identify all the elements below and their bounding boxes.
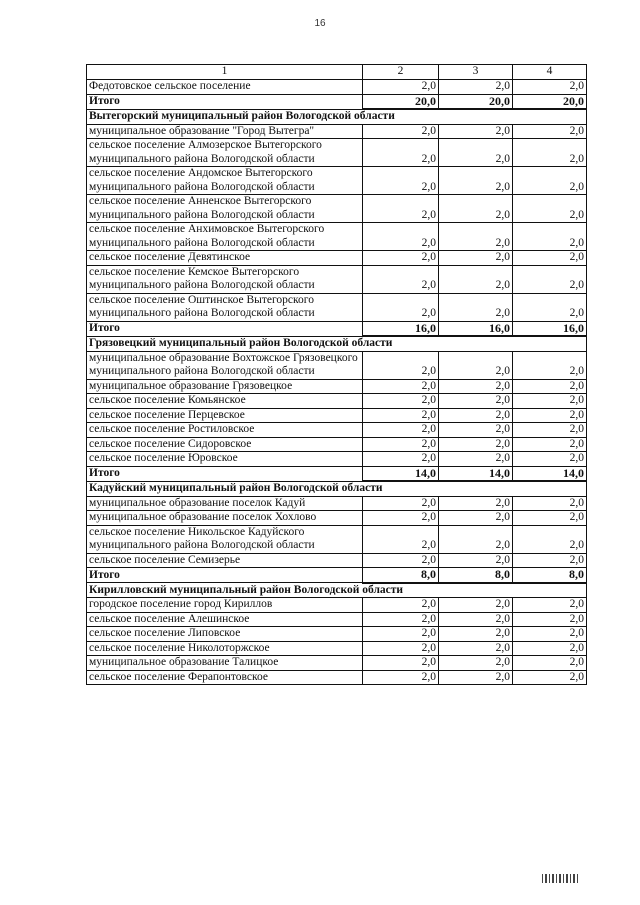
value-col-4: 2,0	[513, 656, 587, 671]
settlement-name: муниципальное образование "Город Вытегра"	[87, 124, 363, 139]
table-row	[87, 656, 587, 671]
value-col-4: 2,0	[513, 195, 587, 223]
value-col-2: 2,0	[363, 167, 439, 195]
value-col-4: 2,0	[513, 351, 587, 379]
value-col-3: 2,0	[439, 423, 513, 438]
total-label: Итого	[87, 321, 363, 336]
value-col-2: 2,0	[363, 139, 439, 167]
value-col-3: 2,0	[439, 167, 513, 195]
table-row	[87, 223, 587, 251]
value-col-2: 2,0	[363, 553, 439, 568]
section-title: Вытегорский муниципальный район Вологодской области	[87, 109, 587, 124]
settlement-name: сельское поселение Андомское Вытегорского муниципального района Вологодской области	[87, 167, 363, 195]
value-col-4: 2,0	[513, 265, 587, 293]
settlement-name: муниципальное образование поселок Хохлово	[87, 511, 363, 526]
value-col-4: 8,0	[513, 568, 587, 583]
value-col-2: 2,0	[363, 124, 439, 139]
settlement-name: муниципальное образование Вохтожское Грязовецкого муниципального района Вологодской области	[87, 351, 363, 379]
table-row	[87, 265, 587, 293]
table-row	[87, 195, 587, 223]
header-cell-3: 3	[439, 65, 513, 80]
value-col-2: 2,0	[363, 408, 439, 423]
value-col-2: 2,0	[363, 656, 439, 671]
value-col-4: 2,0	[513, 452, 587, 467]
value-col-2: 2,0	[363, 265, 439, 293]
table-row	[87, 408, 587, 423]
value-col-4: 2,0	[513, 80, 587, 95]
value-col-2: 2,0	[363, 598, 439, 613]
value-col-2: 2,0	[363, 496, 439, 511]
value-col-3: 2,0	[439, 525, 513, 553]
value-col-3: 2,0	[439, 641, 513, 656]
section-title: Кирилловский муниципальный район Вологодской области	[87, 583, 587, 598]
header-cell-4: 4	[513, 65, 587, 80]
value-col-3: 2,0	[439, 553, 513, 568]
value-col-3: 2,0	[439, 408, 513, 423]
settlement-name: сельское поселение Перцевское	[87, 408, 363, 423]
value-col-4: 2,0	[513, 408, 587, 423]
value-col-4: 2,0	[513, 511, 587, 526]
total-row	[87, 466, 587, 481]
table-row	[87, 511, 587, 526]
value-col-4: 2,0	[513, 423, 587, 438]
settlement-name: сельское поселение Девятинское	[87, 251, 363, 266]
settlement-name: сельское поселение Оштинское Вытегорского муниципального района Вологодской области	[87, 293, 363, 321]
table-row	[87, 670, 587, 685]
table-row	[87, 627, 587, 642]
value-col-2: 2,0	[363, 223, 439, 251]
value-col-2: 2,0	[363, 379, 439, 394]
value-col-4: 2,0	[513, 525, 587, 553]
settlement-name: муниципальное образование Грязовецкое	[87, 379, 363, 394]
header-cell-1: 1	[87, 65, 363, 80]
table-row	[87, 139, 587, 167]
value-col-3: 2,0	[439, 656, 513, 671]
value-col-4: 20,0	[513, 94, 587, 109]
value-col-2: 2,0	[363, 511, 439, 526]
value-col-2: 2,0	[363, 612, 439, 627]
value-col-3: 2,0	[439, 598, 513, 613]
header-cell-2: 2	[363, 65, 439, 80]
value-col-3: 2,0	[439, 265, 513, 293]
table-row	[87, 598, 587, 613]
value-col-3: 2,0	[439, 612, 513, 627]
value-col-3: 2,0	[439, 379, 513, 394]
section-title: Кадуйский муниципальный район Вологодской области	[87, 481, 587, 496]
settlement-name: сельское поселение Сидоровское	[87, 437, 363, 452]
value-col-2: 2,0	[363, 670, 439, 685]
value-col-3: 2,0	[439, 80, 513, 95]
value-col-3: 2,0	[439, 496, 513, 511]
settlement-name: муниципальное образование поселок Кадуй	[87, 496, 363, 511]
table-row	[87, 525, 587, 553]
table-row	[87, 251, 587, 266]
table-row	[87, 612, 587, 627]
value-col-3: 2,0	[439, 139, 513, 167]
value-col-3: 20,0	[439, 94, 513, 109]
value-col-3: 2,0	[439, 251, 513, 266]
total-label: Итого	[87, 568, 363, 583]
value-col-2: 2,0	[363, 394, 439, 409]
settlement-name: сельское поселение Липовское	[87, 627, 363, 642]
value-col-3: 16,0	[439, 321, 513, 336]
value-col-2: 16,0	[363, 321, 439, 336]
table-row	[87, 124, 587, 139]
total-label: Итого	[87, 94, 363, 109]
value-col-4: 2,0	[513, 670, 587, 685]
settlement-name: сельское поселение Алмозерское Вытегорского муниципального района Вологодской области	[87, 139, 363, 167]
table-row	[87, 80, 587, 95]
barcode-mark	[542, 874, 578, 883]
table-row	[87, 641, 587, 656]
settlement-name: сельское поселение Комьянское	[87, 394, 363, 409]
value-col-4: 2,0	[513, 641, 587, 656]
value-col-4: 2,0	[513, 223, 587, 251]
value-col-4: 2,0	[513, 293, 587, 321]
value-col-3: 2,0	[439, 452, 513, 467]
table-row	[87, 394, 587, 409]
value-col-2: 2,0	[363, 525, 439, 553]
value-col-2: 2,0	[363, 452, 439, 467]
value-col-4: 16,0	[513, 321, 587, 336]
value-col-4: 2,0	[513, 553, 587, 568]
settlement-name: сельское поселение Кемское Вытегорского муниципального района Вологодской области	[87, 265, 363, 293]
value-col-4: 2,0	[513, 251, 587, 266]
value-col-2: 2,0	[363, 423, 439, 438]
page-number: 16	[314, 18, 326, 29]
table-row	[87, 351, 587, 379]
settlement-name: сельское поселение Юровское	[87, 452, 363, 467]
table-row	[87, 167, 587, 195]
settlement-name: сельское поселение Семизерье	[87, 553, 363, 568]
settlement-name: сельское поселение Анхимовское Вытегорского муниципального района Вологодской области	[87, 223, 363, 251]
value-col-2: 2,0	[363, 351, 439, 379]
value-col-2: 8,0	[363, 568, 439, 583]
value-col-4: 2,0	[513, 394, 587, 409]
value-col-4: 2,0	[513, 379, 587, 394]
table-row	[87, 293, 587, 321]
value-col-4: 2,0	[513, 139, 587, 167]
settlement-name: сельское поселение Никольское Кадуйского муниципального района Вологодской области	[87, 525, 363, 553]
value-col-2: 2,0	[363, 195, 439, 223]
settlement-name: Федотовское сельское поселение	[87, 80, 363, 95]
allocation-table	[86, 64, 587, 685]
value-col-2: 2,0	[363, 80, 439, 95]
header-row	[87, 65, 587, 80]
settlement-name: сельское поселение Ферапонтовское	[87, 670, 363, 685]
section-row	[87, 336, 587, 351]
total-row	[87, 321, 587, 336]
value-col-2: 20,0	[363, 94, 439, 109]
value-col-4: 2,0	[513, 124, 587, 139]
value-col-4: 2,0	[513, 612, 587, 627]
value-col-3: 2,0	[439, 223, 513, 251]
value-col-3: 8,0	[439, 568, 513, 583]
value-col-3: 2,0	[439, 670, 513, 685]
value-col-4: 2,0	[513, 496, 587, 511]
value-col-3: 2,0	[439, 293, 513, 321]
value-col-4: 2,0	[513, 437, 587, 452]
settlement-name: сельское поселение Ростиловское	[87, 423, 363, 438]
value-col-3: 2,0	[439, 124, 513, 139]
value-col-2: 2,0	[363, 437, 439, 452]
value-col-4: 14,0	[513, 466, 587, 481]
value-col-3: 2,0	[439, 511, 513, 526]
value-col-4: 2,0	[513, 627, 587, 642]
value-col-4: 2,0	[513, 598, 587, 613]
table-row	[87, 496, 587, 511]
value-col-4: 2,0	[513, 167, 587, 195]
value-col-2: 2,0	[363, 641, 439, 656]
section-row	[87, 583, 587, 598]
settlement-name: муниципальное образование Талицкое	[87, 656, 363, 671]
settlement-name: сельское поселение Анненское Вытегорского муниципального района Вологодской области	[87, 195, 363, 223]
total-row	[87, 94, 587, 109]
total-row	[87, 568, 587, 583]
value-col-3: 14,0	[439, 466, 513, 481]
value-col-3: 2,0	[439, 437, 513, 452]
table-row	[87, 437, 587, 452]
value-col-2: 2,0	[363, 293, 439, 321]
table-row	[87, 423, 587, 438]
table-row	[87, 452, 587, 467]
value-col-2: 14,0	[363, 466, 439, 481]
settlement-name: городское поселение город Кириллов	[87, 598, 363, 613]
value-col-3: 2,0	[439, 351, 513, 379]
settlement-name: сельское поселение Николоторжское	[87, 641, 363, 656]
value-col-2: 2,0	[363, 251, 439, 266]
settlement-name: сельское поселение Алешинское	[87, 612, 363, 627]
section-title: Грязовецкий муниципальный район Вологодской области	[87, 336, 587, 351]
value-col-2: 2,0	[363, 627, 439, 642]
value-col-3: 2,0	[439, 195, 513, 223]
section-row	[87, 481, 587, 496]
section-row	[87, 109, 587, 124]
table-row	[87, 379, 587, 394]
table-row	[87, 553, 587, 568]
value-col-3: 2,0	[439, 394, 513, 409]
total-label: Итого	[87, 466, 363, 481]
value-col-3: 2,0	[439, 627, 513, 642]
